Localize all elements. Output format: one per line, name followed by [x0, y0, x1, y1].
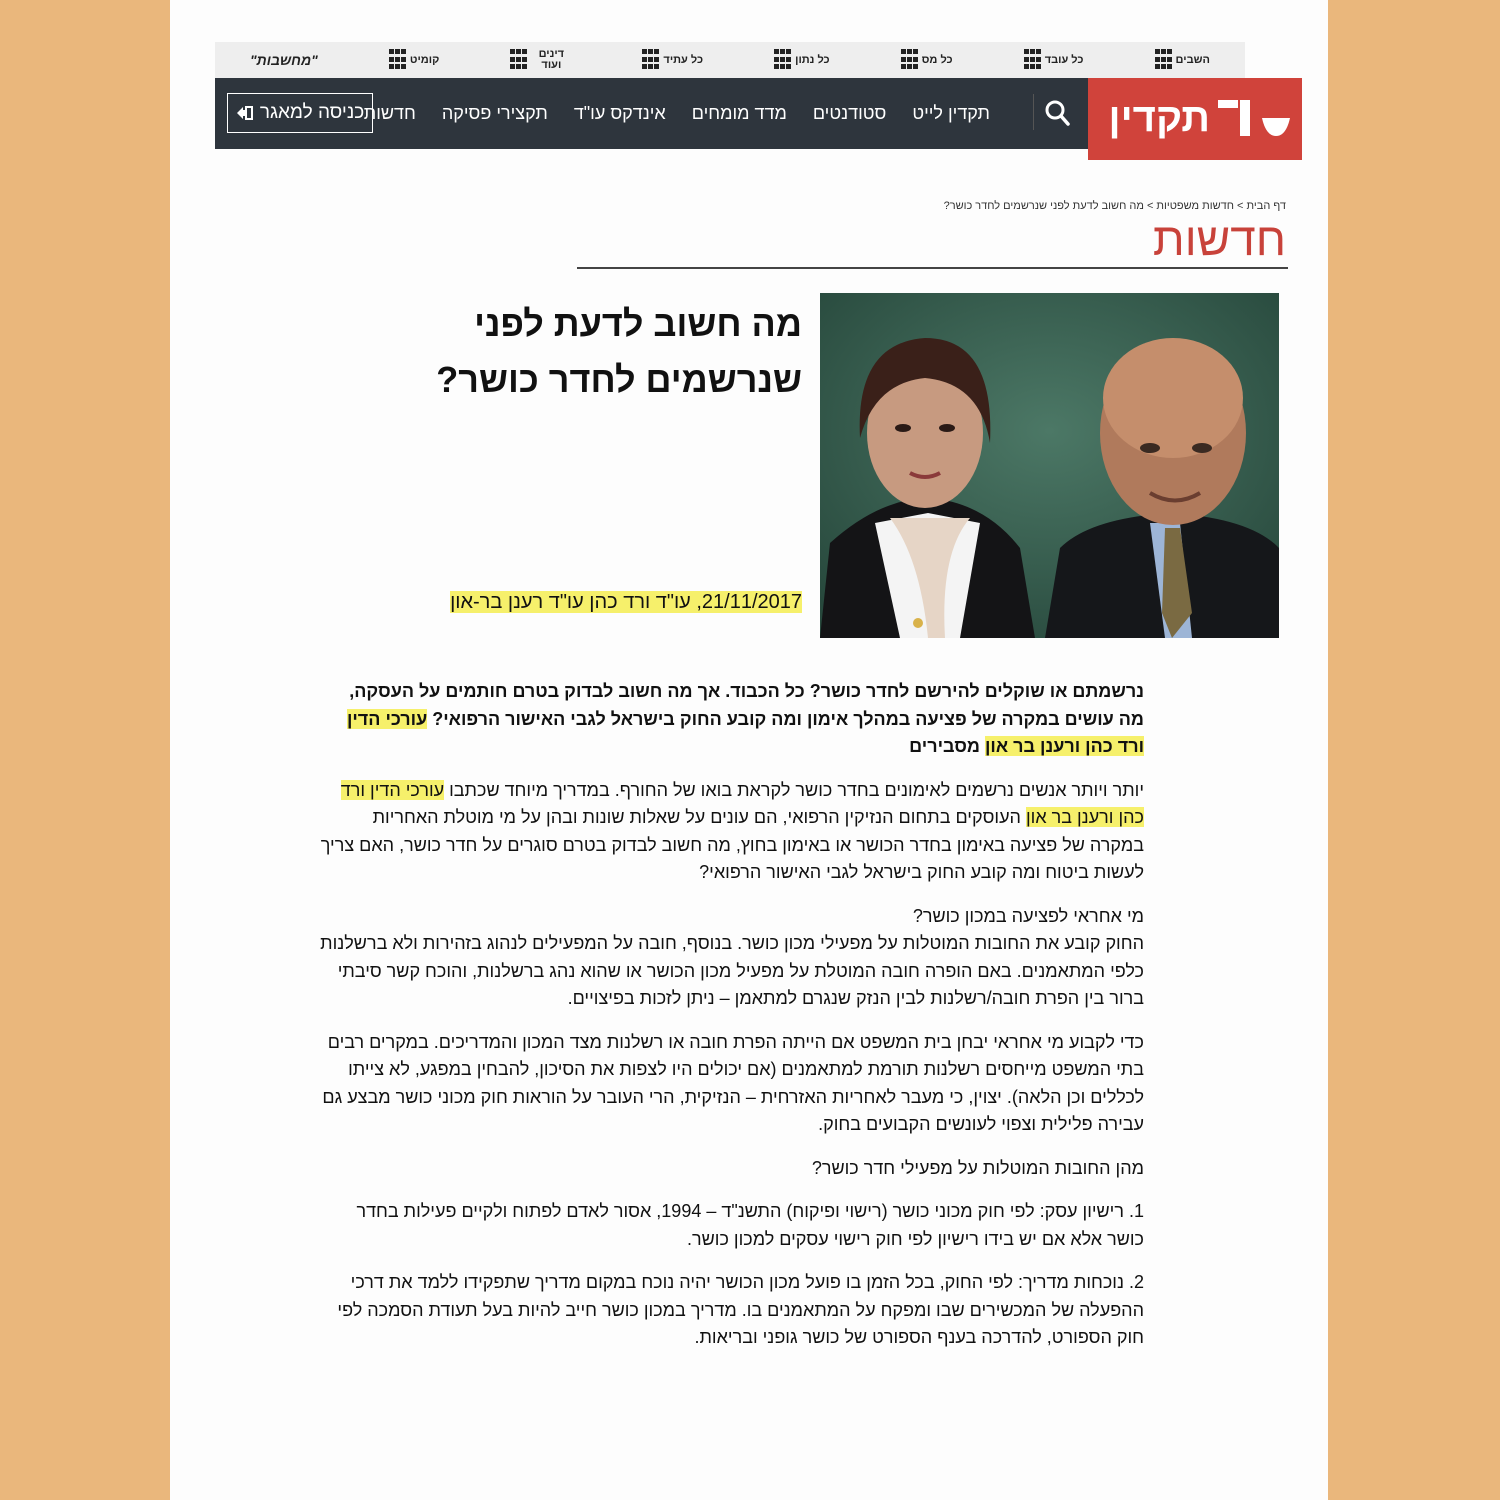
logo-text: תקדין [1108, 96, 1210, 140]
section-divider [577, 267, 1288, 269]
site-logo-icon [641, 49, 659, 71]
network-sites-bar [215, 42, 1245, 78]
search-icon[interactable] [1042, 98, 1072, 128]
site-link[interactable]: השבים [1154, 49, 1210, 71]
nav-item-news[interactable]: חדשות [363, 103, 416, 123]
nav-item-lawyers-index[interactable]: אינדקס עו"ד [573, 103, 666, 123]
site-link[interactable]: כל נתון [773, 49, 830, 71]
paragraph: כדי לקבוע מי אחראי יבחן בית המשפט אם הייתה הפרת חובה או רשלנות מצד המכון והמדריכים. במקרים רבים בתי המשפט מייחסים רשלנות תורמת למתאמנים (אם יכולים היו לצפות את הסיכון, להבחין במפגע, לא צייתו לכללים וכן הלאה). יצוין, כי מעבר לאחריות האזרחית – הנזיקית, הרי העובר על הוראות חוק מכוני כושר מבצע גם עבירה פלילית וצפוי לעונשים הקבועים בחוק. [322, 1031, 1144, 1134]
site-logo-icon [900, 49, 918, 71]
site-link[interactable]: כל מס [900, 49, 953, 71]
site-logo-icon [388, 49, 406, 71]
login-arrow-icon [236, 104, 254, 122]
site-link[interactable]: כל עתיד [641, 49, 703, 71]
nav-item-experts[interactable]: מדד מומחים [691, 103, 787, 123]
list-item: 1. רישיון עסק: לפי חוק מכוני כושר (רישוי ופיקוח) התשנ"ד – 1994, אסור לאדם לפתוח ולקיים פעילות בחדר כושר אלא אם יש בידו רישיון לפי חוק רישוי עסקים למכון כושר. [356, 1201, 1144, 1249]
site-link[interactable]: קומיט [388, 49, 439, 71]
question-heading: מי אחראי לפציעה במכון כושר? [912, 905, 1144, 926]
section-title: חדשות [1152, 213, 1286, 265]
login-label: כניסה למאגר [259, 102, 365, 123]
login-button[interactable] [227, 93, 373, 133]
title-line-1: מה חשוב לדעת לפני [474, 303, 802, 344]
article-date: 21/11/2017 [701, 591, 802, 613]
nav-item-lite[interactable]: תקדין לייט [912, 103, 990, 123]
nav-item-students[interactable]: סטודנטים [812, 103, 887, 123]
site-link[interactable]: "מחשבות" [250, 51, 318, 68]
nav-item-rulings[interactable]: תקצירי פסיקה [441, 103, 548, 123]
list-item: 2. נוכחות מדריך: לפי החוק, בכל הזמן בו פועל מכון הכושר יהיה נוכח במקום מדריך שתפקידו ללמד את דרכי ההפעלה של המכשירים שבו ומפקח על המתאמנים בו. מדריך במכון כושר חייב להיות בעל תעודת הסמכה לפי חוק הספורט, להדרכה בענף הספורט של כושר גופני ובריאות. [337, 1272, 1144, 1347]
scanned-page [170, 0, 1328, 1500]
site-link[interactable]: דינים ועוד [509, 49, 571, 71]
site-logo-icon [773, 49, 791, 71]
breadcrumb[interactable]: דף הבית > חדשות משפטיות > מה חשוב לדעת לפני שנרשמים לחדר כושר? [943, 200, 1286, 212]
site-logo[interactable] [1088, 78, 1302, 160]
authors-photo [820, 293, 1279, 638]
title-line-2: שנרשמים לחדר כושר? [436, 359, 802, 400]
logo-mark-icon [1218, 92, 1290, 148]
site-logo-icon [509, 49, 527, 71]
article-title [372, 296, 802, 408]
author-highlight: עורכי הדין ורד כהן ורענן בר און [340, 779, 1144, 827]
nav-menu [364, 78, 990, 149]
main-nav [215, 78, 1090, 149]
site-logo-icon [1154, 49, 1172, 71]
site-link[interactable]: כל עובד [1023, 49, 1084, 71]
nav-divider [1033, 94, 1034, 130]
article-body [319, 678, 1144, 1368]
site-logo-icon [1023, 49, 1041, 71]
author-highlight: עורכי הדין ורד כהן ורענן בר און [346, 708, 1144, 756]
article-byline [450, 591, 802, 614]
article-lead: נרשמתם או שוקלים להירשם לחדר כושר? כל הכבוד. אך מה חשוב לבדוק בטרם חותמים על העסקה, מה עושים במקרה של פציעה במהלך אימון ומה קובע החוק בישראל לגבי האישור הרפואי? עורכי הדין ורד כהן ורענן בר און מסבירים [346, 681, 1144, 756]
paragraph: יותר ויותר אנשים נרשמים לאימונים בחדר כושר לקראת בואו של החורף. במדריך מיוחד שכתבו עורכי הדין ורד כהן ורענן בר און העוסקים בתחום הנזיקין הרפואי, הם עונים על שאלות שונות ובהן על מי מוטלת האחריות במקרה של פציעה באימון בחדר הכושר או באימון בחוץ, מה חשוב לבדוק בטרם סוגרים על חדר כושר, האם צריך לעשות ביטוח ומה קובע החוק בישראל לגבי האישור הרפואי? [320, 779, 1144, 882]
question-heading: מהן החובות המוטלות על מפעילי חדר כושר? [811, 1157, 1144, 1178]
paragraph: החוק קובע את החובות המוטלות על מפעילי מכון כושר. בנוסף, חובה על המפעילים לנהוג בזהירות ולא ברשלנות כלפי המתאמנים. באם הופרה חובה המוטלת על מפעיל מכון הכושר או שהוא נהג ברשלנות, והוכח קשר סיבתי ברור בין הפרת חובה/רשלנות לבין הנזק שנגרם למתאמן – ניתן לזכות בפיצויים. [320, 933, 1144, 1008]
article-authors: , עו"ד ורד כהן עו"ד רענן בר-און [450, 591, 702, 613]
